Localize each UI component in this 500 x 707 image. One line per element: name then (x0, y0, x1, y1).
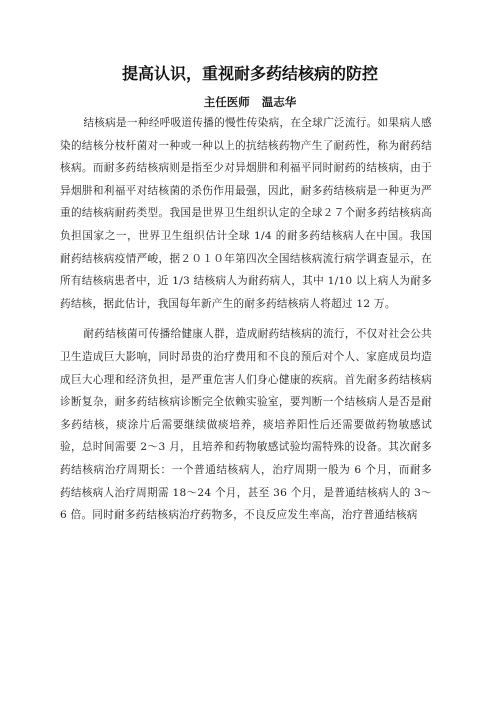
paragraph: 结核病是一种经呼吸道传播的慢性传染病，在全球广泛流行。如果病人感染的结核分枝杆菌对一种或一种以上的抗结核药物产生了耐药性，称为耐药结核病。而耐多药结核病则是指至少对异烟肼和利福平同时耐药的结核病，由于异烟肼和利福平对结核菌的杀伤作用最强，因此，耐多药结核病是一种更为严重的结核病耐药类型。我国是世界卫生组织认定的全球２７个耐多药结核病高负担国家之一，世界卫生组织估计全球 1/4 的耐多药结核病人在中国。我国耐药结核病疫情严峻，据２０１０年第四次全国结核病流行病学调查显示，在所有结核病患者中，近 1/3 结核病人为耐药病人，其中 1/10 以上病人为耐多药结核，据此估计，我国每年新产生的耐多药结核病人将超过 12 万。 (60, 117, 432, 310)
author-line (0, 94, 500, 110)
article-body (60, 112, 432, 527)
paragraph: 耐药结核菌可传播给健康人群，造成耐药结核病的流行，不仅对社会公共卫生造成巨大影响，同时昂贵的治疗费用和不良的预后对个人、家庭成员均造成巨大心理和经济负担，是严重危害人们身心健康的疾病。首先耐多药结核病诊断复杂，耐多药结核病诊断完全依赖实验室，要判断一个结核病人是否是耐多药结核，痰涂片后需要继续做痰培养，痰培养阳性后还需要做药物敏感试验，总时间需要 2～3 月，且培养和药物敏感试验均需特殊的设备。其次耐多药结核病治疗周期长：一个普通结核病人，治疗周期一般为 6 个月，而耐多药结核病人治疗周期需 18～24 个月，甚至 36 个月，是普通结核病人的 3～6 倍。同时耐多药结核病治疗药物多，不良反应发生率高，治疗普通结核病 (60, 328, 432, 522)
author-name: 温志华 (261, 95, 297, 109)
author-role: 主任医师 (203, 95, 250, 109)
document-title: 提高认识，重视耐多药结核病的防控 (121, 64, 378, 83)
